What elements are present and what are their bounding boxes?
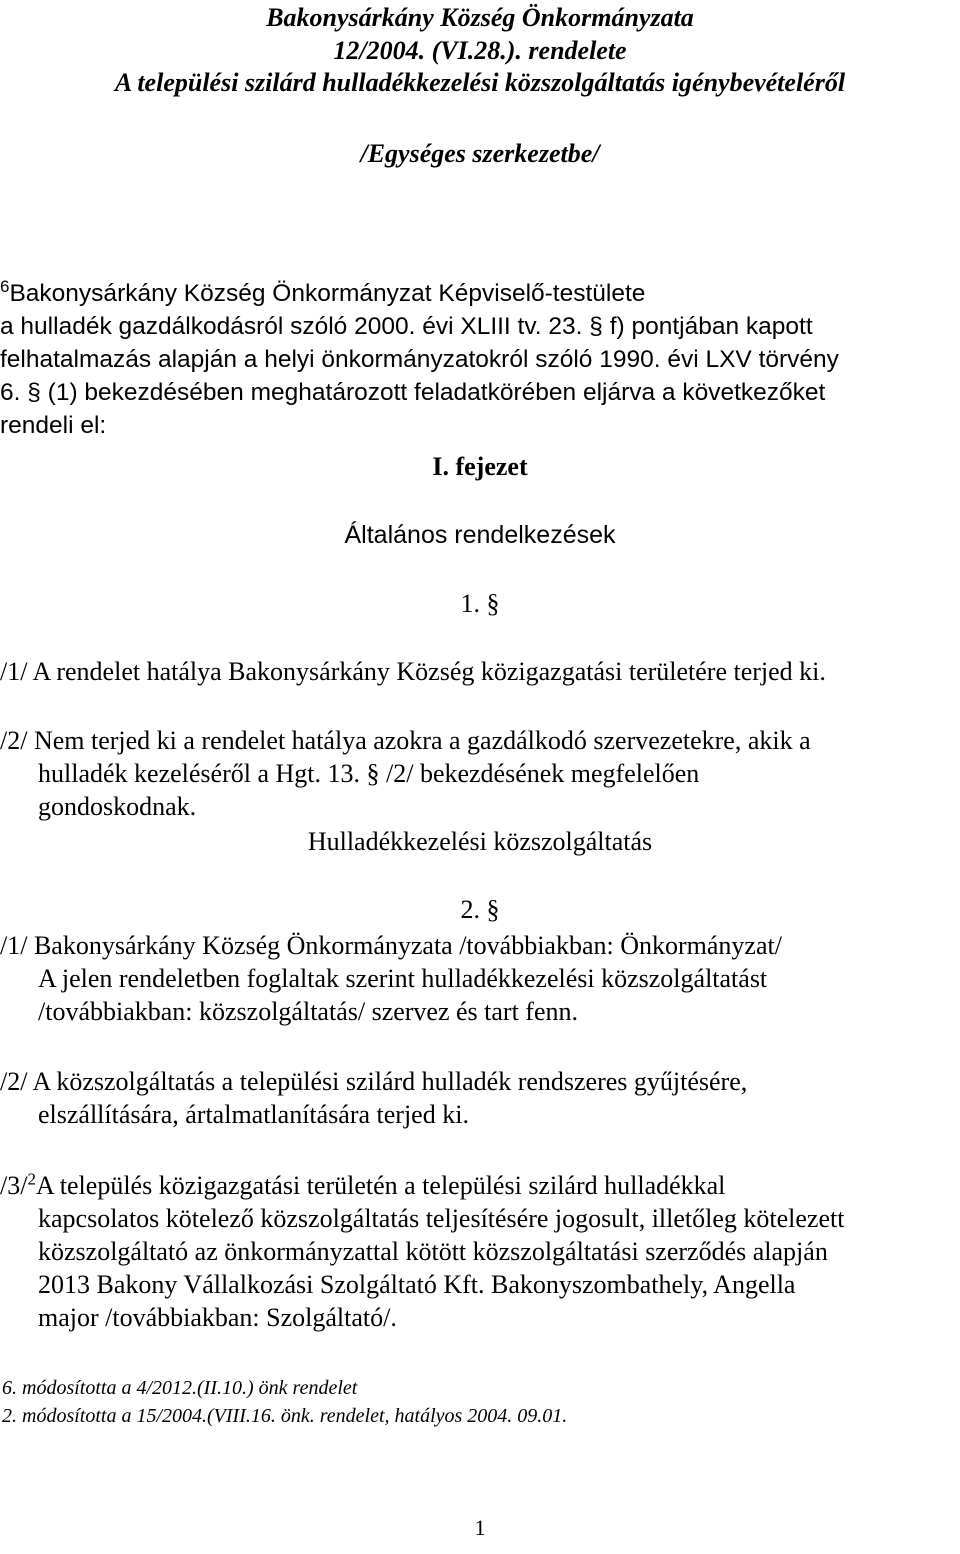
footnote-1: 6. módosította a 4/2012.(II.10.) önk rendelet xyxy=(2,1377,358,1399)
section-1-paragraph-2: /2/ Nem terjed ki a rendelet hatálya azokra a gazdálkodó szervezetekre, akik a hulladék kezeléséről a Hgt. 13. § /2/ bekezdésének megfelelően gondoskodnak. xyxy=(0,726,811,821)
section-2-title: Hulladékkezelési közszolgáltatás xyxy=(307,827,653,856)
footnote-2: 2. módosította a 15/2004.(VIII.16. önk. rendelet, hatályos 2004. 09.01. xyxy=(2,1405,568,1427)
consolidated-label: /Egységes szerkezetbe/ xyxy=(360,139,600,168)
document-title-line3: A települési szilárd hulladékkezelési közszolgáltatás igénybevételéről xyxy=(114,68,846,97)
section-1-heading: 1. § xyxy=(460,589,500,618)
chapter-title: Általános rendelkezések xyxy=(344,521,616,549)
document-title-line2: 12/2004. (VI.28.). rendelete xyxy=(333,36,627,65)
preamble-line-4: 6. § (1) bekezdésében meghatározott feladatkörében eljárva a következőket xyxy=(0,379,826,406)
page-number: 1 xyxy=(474,1515,486,1540)
preamble-line-3: felhatalmazás alapján a helyi önkormányzatokról szóló 1990. évi LXV törvény xyxy=(0,346,839,373)
section-2-paragraph-2: /2/ A közszolgáltatás a települési szilárd hulladék rendszeres gyűjtésére, elszállítására, ártalmatlanítására terjed ki. xyxy=(0,1067,748,1129)
preamble-line-2: a hulladék gazdálkodásról szóló 2000. évi XLIII tv. 23. § f) pontjában kapott xyxy=(0,313,813,340)
section-2-heading: 2. § xyxy=(460,895,500,924)
footnote-mark: 6 xyxy=(0,276,10,296)
document-title-line1: Bakonysárkány Község Önkormányzata xyxy=(266,3,694,32)
section-1-paragraph-1: /1/ A rendelet hatálya Bakonysárkány Község közigazgatási területére terjed ki. xyxy=(0,657,826,686)
preamble-line-5: rendeli el: xyxy=(0,412,107,439)
preamble-line-1: $^6$Bakonysárkány Község Önkormányzat Képviselő-testülete xyxy=(0,276,646,307)
section-2-paragraph-3: /3/$^2$A település közigazgatási területén a települési szilárd hulladékkal kapcsolatos kötelező közszolgáltatás teljesítésére jogosult, illetőleg kötelezett közszolgáltató az önkormányzattal kötött közszolgáltatási szerződés alapján 2013 Bakony Vállalkozási Szolgáltató Kft. Bakonyszombathely, Angella major /továbbiakban: Szolgáltató/. xyxy=(0,1169,845,1332)
section-2-paragraph-1: /1/ Bakonysárkány Község Önkormányzata /továbbiakban: Önkormányzat/ A jelen rendeletben foglaltak szerint hulladékkezelési közszolgáltatást /továbbiakban: közszolgáltatás/ szervez és tart fenn. xyxy=(0,931,782,1026)
chapter-number: I. fejezet xyxy=(432,452,528,481)
footnote-mark-2: 2 xyxy=(27,1169,36,1189)
